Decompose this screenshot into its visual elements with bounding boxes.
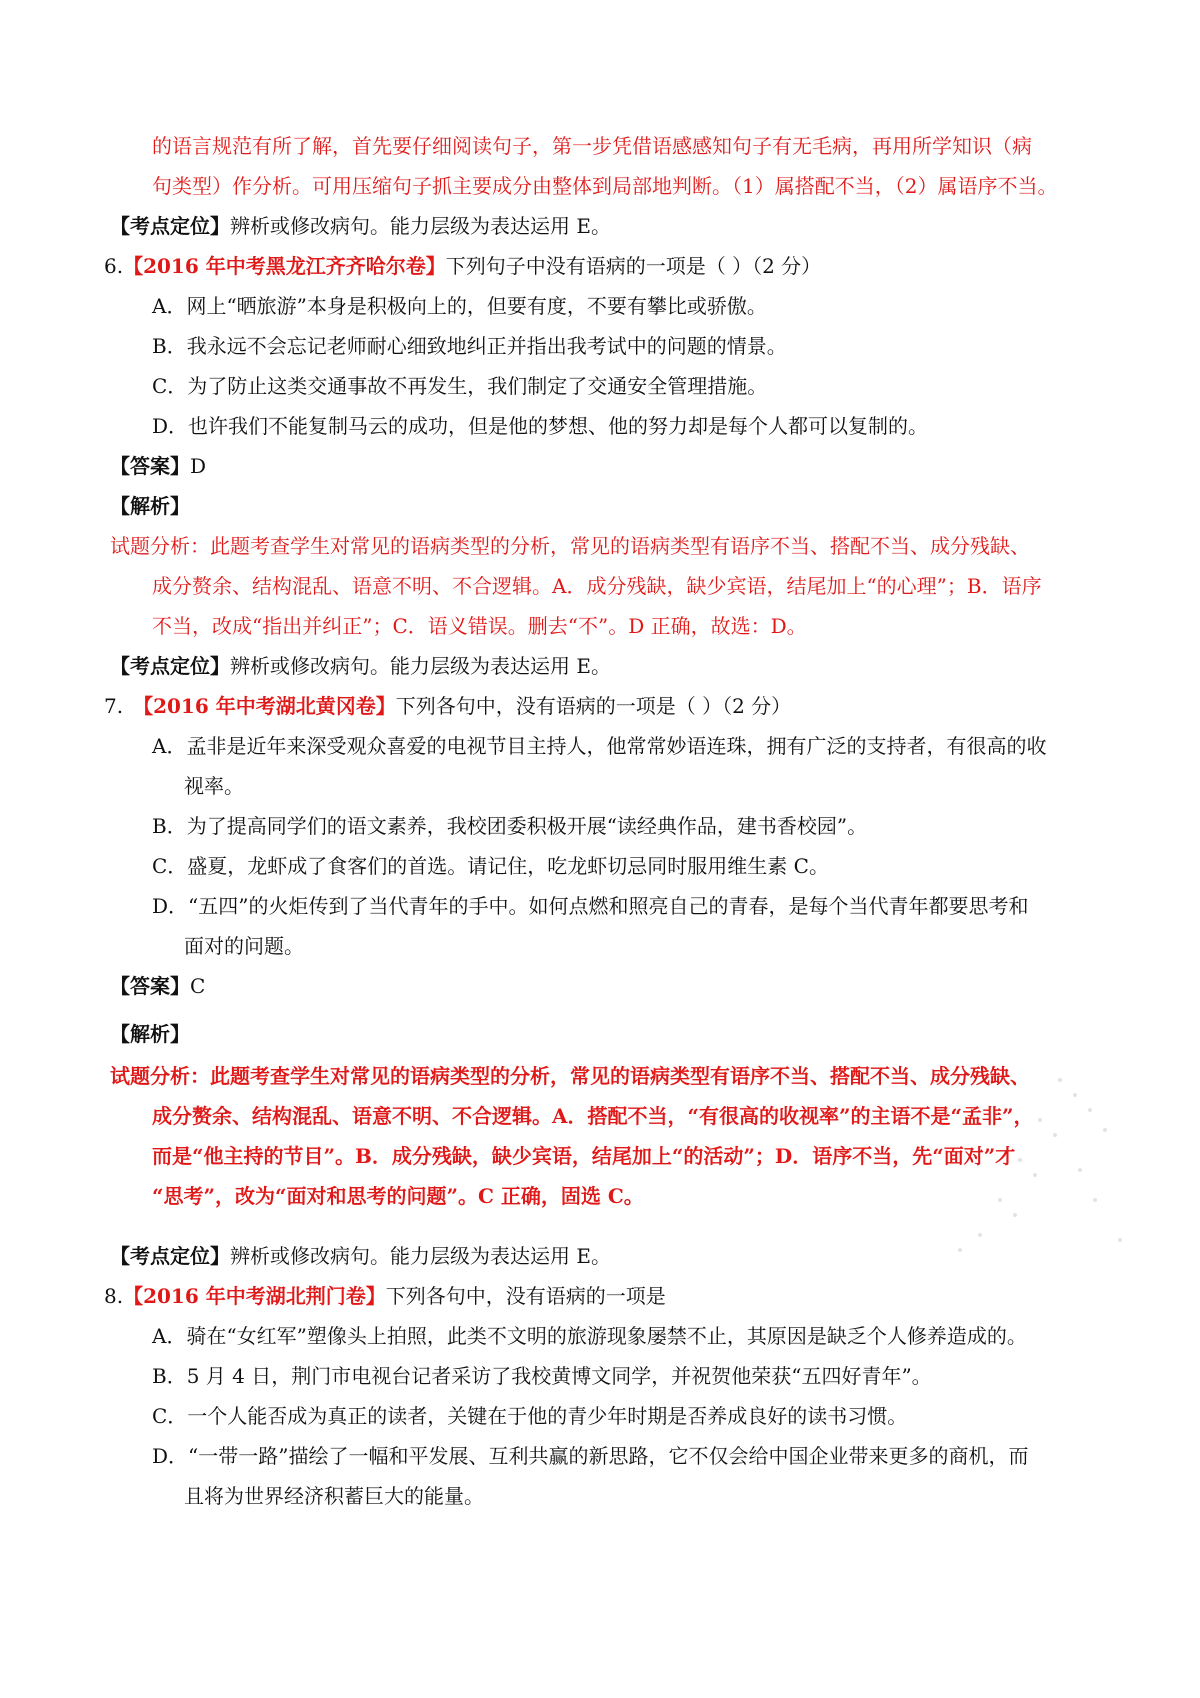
- analysis-line: 试题分析：此题考查学生对常见的语病类型的分析，常见的语病类型有语序不当、搭配不当、成分残缺、: [110, 534, 1030, 558]
- analysis-line: “思考”，改为“面对和思考的问题”。C 正确，固选 C。: [152, 1184, 644, 1208]
- option-a: A．孟非是近年来深受观众喜爱的电视节目主持人，他常常妙语连珠，拥有广泛的支持者，有很高的收: [152, 734, 1047, 758]
- answer-value: D: [190, 454, 207, 478]
- question-number: 8.: [104, 1284, 124, 1308]
- kaodian-text: 辨析或修改病句。能力层级为表达运用 E。: [230, 1244, 611, 1268]
- option-d-cont: 面对的问题。: [184, 934, 304, 958]
- answer-line: [110, 452, 206, 480]
- kaodian-line: [110, 1242, 611, 1270]
- option-d: D．也许我们不能复制马云的成功，但是他的梦想、他的努力却是每个人都可以复制的。: [152, 414, 929, 438]
- question-6-stem: [104, 252, 821, 280]
- analysis-line: 句类型）作分析。可用压缩句子抓主要成分由整体到局部地判断。（1）属搭配不当，（2）属语序不当。: [152, 174, 1058, 198]
- option-d: D．“五四”的火炬传到了当代青年的手中。如何点燃和照亮自己的青春，是每个当代青年都要思考和: [152, 894, 1029, 918]
- kaodian-text: 辨析或修改病句。能力层级为表达运用 E。: [230, 214, 611, 238]
- option-a: A．网上“晒旅游”本身是积极向上的，但要有度，不要有攀比或骄傲。: [152, 294, 767, 318]
- option-a-cont: 视率。: [184, 774, 244, 798]
- answer-line: [110, 972, 205, 1000]
- kaodian-line: [110, 652, 611, 680]
- option-b: B．5 月 4 日，荆门市电视台记者采访了我校黄博文同学，并祝贺他荣获“五四好青年”。: [152, 1364, 932, 1388]
- question-8-stem: [104, 1282, 666, 1310]
- analysis-line: 成分赘余、结构混乱、语意不明、不合逻辑。A．成分残缺，缺少宾语，结尾加上“的心理”；B．语序: [152, 574, 1042, 598]
- kaodian-label: 【考点定位】: [110, 654, 230, 678]
- question-source: 【2016 年中考黑龙江齐齐哈尔卷】: [123, 254, 446, 278]
- option-b: B．为了提高同学们的语文素养，我校团委积极开展“读经典作品，建书香校园”。: [152, 814, 868, 838]
- question-number: 6.: [104, 254, 124, 278]
- analysis-line: 成分赘余、结构混乱、语意不明、不合逻辑。A．搭配不当，“有很高的收视率”的主语不是“孟非”，: [152, 1104, 1034, 1128]
- question-source: 【2016 年中考湖北黄冈卷】: [133, 694, 396, 718]
- analysis-label: 【解析】: [110, 494, 190, 518]
- analysis-line: 不当，改成“指出并纠正”；C．语义错误。删去“不”。D 正确，故选：D。: [152, 614, 807, 638]
- option-c: C．盛夏，龙虾成了食客们的首选。请记住，吃龙虾切忌同时服用维生素 C。: [152, 854, 829, 878]
- analysis-line: 试题分析：此题考查学生对常见的语病类型的分析，常见的语病类型有语序不当、搭配不当、成分残缺、: [110, 1064, 1030, 1088]
- kaodian-text: 辨析或修改病句。能力层级为表达运用 E。: [230, 654, 611, 678]
- option-a: A．骑在“女红军”塑像头上拍照，此类不文明的旅游现象屡禁不止，其原因是缺乏个人修养造成的。: [152, 1324, 1027, 1348]
- option-d-cont: 且将为世界经济积蓄巨大的能量。: [184, 1484, 484, 1508]
- question-number: 7.: [104, 694, 124, 718]
- analysis-label: 【解析】: [110, 1022, 190, 1046]
- question-source: 【2016 年中考湖北荆门卷】: [123, 1284, 386, 1308]
- kaodian-label: 【考点定位】: [110, 214, 230, 238]
- option-c: C．为了防止这类交通事故不再发生，我们制定了交通安全管理措施。: [152, 374, 768, 398]
- answer-value: C: [190, 974, 206, 998]
- question-text: 下列各句中，没有语病的一项是（ ）（2 分）: [395, 694, 792, 718]
- analysis-line: 的语言规范有所了解，首先要仔细阅读句子，第一步凭借语感感知句子有无毛病，再用所学知识（病: [152, 134, 1032, 158]
- answer-label: 【答案】: [110, 454, 190, 478]
- question-text: 下列各句中，没有语病的一项是: [385, 1284, 666, 1308]
- option-d: D．“一带一路”描绘了一幅和平发展、互利共赢的新思路，它不仅会给中国企业带来更多的商机，而: [152, 1444, 1029, 1468]
- kaodian-line: [110, 212, 611, 240]
- analysis-line: 而是“他主持的节目”。B．成分残缺，缺少宾语，结尾加上“的活动”；D．语序不当，先“面对”才: [152, 1144, 1016, 1168]
- question-text: 下列句子中没有语病的一项是（ ）（2 分）: [445, 254, 822, 278]
- question-7-stem: [104, 692, 791, 720]
- option-b: B．我永远不会忘记老师耐心细致地纠正并指出我考试中的问题的情景。: [152, 334, 787, 358]
- answer-label: 【答案】: [110, 974, 190, 998]
- option-c: C．一个人能否成为真正的读者，关键在于他的青少年时期是否养成良好的读书习惯。: [152, 1404, 908, 1428]
- kaodian-label: 【考点定位】: [110, 1244, 230, 1268]
